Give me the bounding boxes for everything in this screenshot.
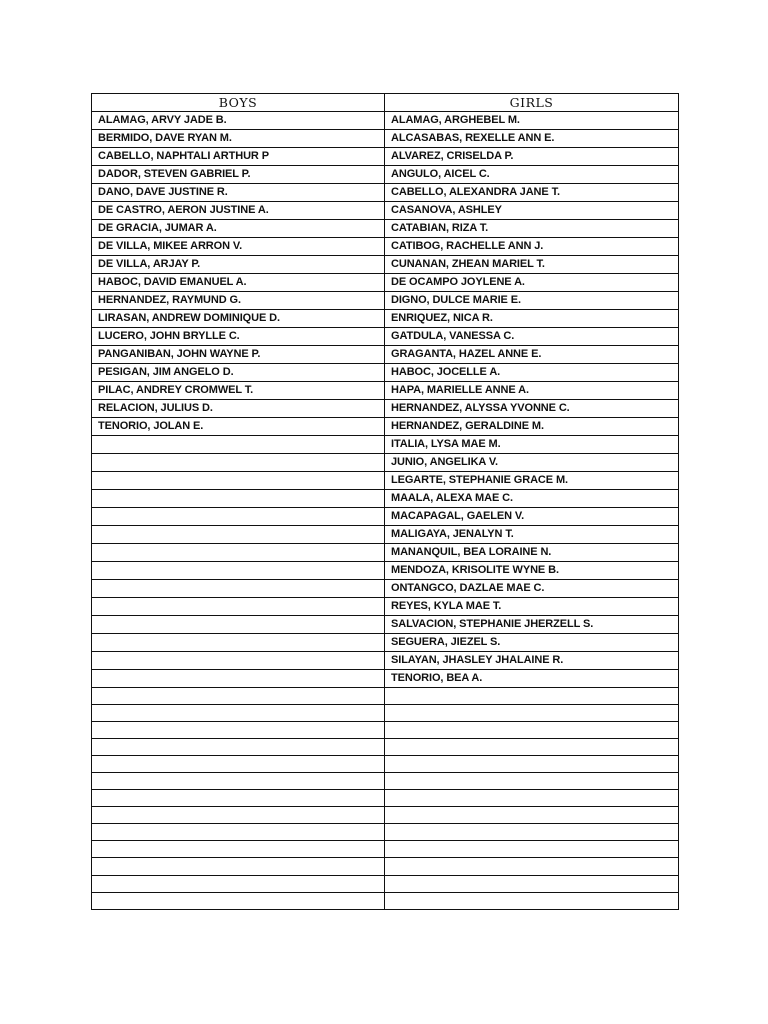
girl-name-cell: ITALIA, LYSA MAE M. [385, 436, 679, 454]
table-row [92, 166, 679, 184]
boy-name-cell: DE GRACIA, JUMAR A. [92, 220, 385, 238]
table-row [92, 328, 679, 346]
table-row [92, 436, 679, 454]
girl-name-cell [385, 858, 679, 875]
table-row [92, 756, 679, 773]
table-row [92, 652, 679, 670]
boy-name-cell: LIRASAN, ANDREW DOMINIQUE D. [92, 310, 385, 328]
table-row [92, 202, 679, 220]
girl-name-cell: SILAYAN, JHASLEY JHALAINE R. [385, 652, 679, 670]
boy-name-cell [92, 705, 385, 722]
girl-name-cell: REYES, KYLA MAE T. [385, 598, 679, 616]
girl-name-cell [385, 790, 679, 807]
girl-name-cell [385, 739, 679, 756]
girl-name-cell: MAALA, ALEXA MAE C. [385, 490, 679, 508]
boy-name-cell: TENORIO, JOLAN E. [92, 418, 385, 436]
boy-name-cell [92, 580, 385, 598]
table-row [92, 773, 679, 790]
girl-name-cell: ALAMAG, ARGHEBEL M. [385, 112, 679, 130]
table-row [92, 220, 679, 238]
boy-name-cell [92, 688, 385, 705]
boy-name-cell [92, 858, 385, 875]
table-row [92, 274, 679, 292]
table-row [92, 616, 679, 634]
girl-name-cell: GATDULA, VANESSA C. [385, 328, 679, 346]
girl-name-cell: ENRIQUEZ, NICA R. [385, 310, 679, 328]
table-row [92, 418, 679, 436]
boy-name-cell [92, 652, 385, 670]
table-row [92, 841, 679, 858]
boy-name-cell [92, 436, 385, 454]
girl-name-cell [385, 773, 679, 790]
table-row [92, 490, 679, 508]
boy-name-cell [92, 544, 385, 562]
table-row [92, 670, 679, 688]
table-row [92, 688, 679, 705]
table-row [92, 256, 679, 274]
boy-name-cell [92, 824, 385, 841]
boy-name-cell: LUCERO, JOHN BRYLLE C. [92, 328, 385, 346]
boy-name-cell: DE CASTRO, AERON JUSTINE A. [92, 202, 385, 220]
table-row [92, 544, 679, 562]
girl-name-cell: JUNIO, ANGELIKA V. [385, 454, 679, 472]
boy-name-cell: ALAMAG, ARVY JADE B. [92, 112, 385, 130]
boy-name-cell [92, 634, 385, 652]
boy-name-cell: DADOR, STEVEN GABRIEL P. [92, 166, 385, 184]
boy-name-cell [92, 756, 385, 773]
girl-name-cell [385, 722, 679, 739]
boy-name-cell: HERNANDEZ, RAYMUND G. [92, 292, 385, 310]
table-row [92, 400, 679, 418]
girl-name-cell: ANGULO, AICEL C. [385, 166, 679, 184]
boy-name-cell: BERMIDO, DAVE RYAN M. [92, 130, 385, 148]
boy-name-cell: RELACION, JULIUS D. [92, 400, 385, 418]
boy-name-cell [92, 773, 385, 790]
table-row [92, 598, 679, 616]
boy-name-cell [92, 454, 385, 472]
table-row [92, 382, 679, 400]
girl-name-cell: MANANQUIL, BEA LORAINE N. [385, 544, 679, 562]
girl-name-cell: MENDOZA, KRISOLITE WYNE B. [385, 562, 679, 580]
girl-name-cell: MACAPAGAL, GAELEN V. [385, 508, 679, 526]
table-row [92, 346, 679, 364]
girl-name-cell: CUNANAN, ZHEAN MARIEL T. [385, 256, 679, 274]
girl-name-cell: CASANOVA, ASHLEY [385, 202, 679, 220]
boy-name-cell: DE VILLA, MIKEE ARRON V. [92, 238, 385, 256]
table-row [92, 634, 679, 652]
table-row [92, 892, 679, 909]
table-row [92, 705, 679, 722]
girl-name-cell: SEGUERA, JIEZEL S. [385, 634, 679, 652]
table-row [92, 858, 679, 875]
girl-name-cell: GRAGANTA, HAZEL ANNE E. [385, 346, 679, 364]
girls-column-header: GIRLS [385, 94, 679, 112]
boy-name-cell [92, 616, 385, 634]
girl-name-cell: MALIGAYA, JENALYN T. [385, 526, 679, 544]
girl-name-cell: CATABIAN, RIZA T. [385, 220, 679, 238]
boy-name-cell: PESIGAN, JIM ANGELO D. [92, 364, 385, 382]
boy-name-cell [92, 670, 385, 688]
table-row [92, 310, 679, 328]
table-row [92, 130, 679, 148]
table-row [92, 148, 679, 166]
table-row [92, 364, 679, 382]
boy-name-cell [92, 892, 385, 909]
girl-name-cell: CABELLO, ALEXANDRA JANE T. [385, 184, 679, 202]
table-row [92, 526, 679, 544]
girl-name-cell [385, 688, 679, 705]
boy-name-cell [92, 875, 385, 892]
table-row [92, 472, 679, 490]
table-row [92, 722, 679, 739]
table-row [92, 562, 679, 580]
girl-name-cell: ALCASABAS, REXELLE ANN E. [385, 130, 679, 148]
girl-name-cell: SALVACION, STEPHANIE JHERZELL S. [385, 616, 679, 634]
boy-name-cell: DANO, DAVE JUSTINE R. [92, 184, 385, 202]
boy-name-cell: DE VILLA, ARJAY P. [92, 256, 385, 274]
girl-name-cell: DIGNO, DULCE MARIE E. [385, 292, 679, 310]
roster-body [92, 112, 679, 910]
girl-name-cell: HERNANDEZ, ALYSSA YVONNE C. [385, 400, 679, 418]
table-row [92, 292, 679, 310]
table-row [92, 112, 679, 130]
girl-name-cell [385, 841, 679, 858]
boy-name-cell: PANGANIBAN, JOHN WAYNE P. [92, 346, 385, 364]
table-row [92, 238, 679, 256]
boy-name-cell: CABELLO, NAPHTALI ARTHUR P [92, 148, 385, 166]
table-row [92, 875, 679, 892]
girl-name-cell: ALVAREZ, CRISELDA P. [385, 148, 679, 166]
girl-name-cell: LEGARTE, STEPHANIE GRACE M. [385, 472, 679, 490]
boy-name-cell [92, 790, 385, 807]
table-row [92, 184, 679, 202]
boy-name-cell [92, 739, 385, 756]
boy-name-cell [92, 807, 385, 824]
boy-name-cell [92, 562, 385, 580]
girl-name-cell [385, 892, 679, 909]
table-row [92, 454, 679, 472]
girl-name-cell [385, 824, 679, 841]
girl-name-cell [385, 705, 679, 722]
header-row [92, 94, 679, 112]
girl-name-cell: HABOC, JOCELLE A. [385, 364, 679, 382]
girl-name-cell [385, 807, 679, 824]
table-row [92, 739, 679, 756]
girl-name-cell: DE OCAMPO JOYLENE A. [385, 274, 679, 292]
boys-column-header: BOYS [92, 94, 385, 112]
boy-name-cell [92, 526, 385, 544]
boy-name-cell [92, 490, 385, 508]
boy-name-cell: HABOC, DAVID EMANUEL A. [92, 274, 385, 292]
girl-name-cell [385, 756, 679, 773]
girl-name-cell: CATIBOG, RACHELLE ANN J. [385, 238, 679, 256]
class-roster-table [91, 93, 679, 910]
boy-name-cell [92, 472, 385, 490]
girl-name-cell: HAPA, MARIELLE ANNE A. [385, 382, 679, 400]
girl-name-cell: TENORIO, BEA A. [385, 670, 679, 688]
table-row [92, 807, 679, 824]
boy-name-cell [92, 722, 385, 739]
boy-name-cell [92, 598, 385, 616]
table-row [92, 824, 679, 841]
table-row [92, 790, 679, 807]
boy-name-cell [92, 841, 385, 858]
girl-name-cell: ONTANGCO, DAZLAE MAE C. [385, 580, 679, 598]
table-row [92, 580, 679, 598]
girl-name-cell [385, 875, 679, 892]
boy-name-cell: PILAC, ANDREY CROMWEL T. [92, 382, 385, 400]
boy-name-cell [92, 508, 385, 526]
girl-name-cell: HERNANDEZ, GERALDINE M. [385, 418, 679, 436]
table-row [92, 508, 679, 526]
